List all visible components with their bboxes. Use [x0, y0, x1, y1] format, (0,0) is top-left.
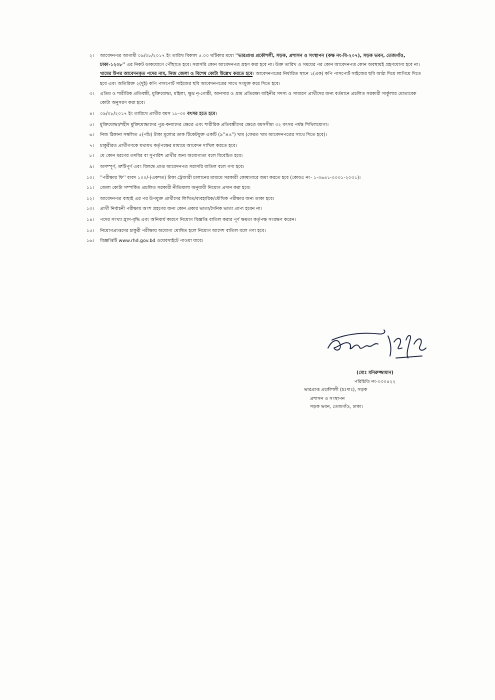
clause-text-segment: । আবেদনপত্রের নির্ধারিত স্থানে ১(এক) কপি পাসপোর্ট সাইজের ছবি আঠা দিয়ে লাগিয়ে দিতে হবে এবং অতিরিক্ত ২(দুই) কপি পাসপোর্ট সাইজের ছবি আবেদনপত্রের সাথে সংযুক্ত করে দিতে হবে।: [100, 72, 421, 87]
clause-text: [100, 227, 427, 236]
clause-text: [100, 131, 427, 140]
clause-text: [100, 237, 427, 246]
clause-text-segment: আবেদনপত্র আগামী ০৯/০৮/২০১৭ ইং তারিখ বিকাল ৫.০০ ঘটিকার মধ্যে: [100, 54, 236, 59]
clause-text: [100, 216, 427, 225]
clause-text-segment: আবেদনপত্র বাছাই এর পর উপযুক্ত প্রার্থীদের লিখিত/ব্যবহারিক/মৌখিক পরীক্ষার জন্য ডাকা হবে।: [100, 196, 275, 202]
clause-number: ১১।: [86, 186, 94, 192]
clause-text-segment: পদের সংখ্যা হ্রাস-বৃদ্ধি এবং অনিবার্য কারণে নিয়োগ বিজ্ঞপ্তি বাতিল করার পূর্ণ ক্ষমতা কর্তৃপক্ষ সংরক্ষণ করেন।: [100, 217, 296, 223]
clause-number: ১০।: [86, 175, 94, 181]
clause-text: [100, 205, 427, 214]
signatory-name: (মোঃ মনিরুজ্জামান): [356, 371, 394, 376]
clause-item: [72, 216, 427, 225]
clause-text-segment: জেলা কোটা সম্পর্কিত প্রচলিত সরকারী নীতিমালা অনুযায়ী নিয়োগ প্রদান করা হবে।: [100, 186, 251, 192]
clause-item: [72, 195, 427, 204]
clause-item: [72, 237, 427, 246]
clause-text-segment: ০৯/০৮/২০১৭ ইং তারিখে প্রার্থীর বয়স ১৮-৩০: [100, 112, 188, 117]
clause-text-segment: বিজ্ঞপ্তিটি www.rhd.gov.bd ওয়েবসাইটে পাওয়া যাবে।: [100, 239, 204, 245]
clause-text: [100, 195, 427, 204]
clause-number: ৫।: [89, 122, 94, 128]
clause-text: [100, 121, 427, 130]
clause-number: ১২।: [86, 196, 94, 202]
clause-item: [72, 227, 427, 236]
clause-text-segment: ''পরীক্ষার ফি'' বাবদ ১০০/-(একশত) টাকা ট্রেজারী চালানের মাধ্যমে সরকারী কোষাগারে জমা করতে হবে (কোডঃ নং- ১-৩৬৪১-০০০১-২০৩১)।: [100, 175, 361, 181]
clause-text-segment: খামের উপর আবেদনকৃত পদের নাম, নিজ জেলা ও বিশেষ কোটা উল্লেখ করতে হবে: [100, 72, 253, 78]
clause-item: [72, 152, 427, 161]
signature-block: [300, 370, 450, 413]
signatory-id: পরিচিতি নং-০০০৪২২: [354, 379, 396, 385]
clause-text-segment: ।: [215, 112, 218, 117]
clause-number: ৮।: [89, 154, 94, 160]
clause-text-segment: নিয়োগপ্রাপ্তদের চাকুরী পরীক্ষায় অযোগ্য ঘোষিত হলে নিয়োগ আদেশ বাতিল বলে গণ্য হবে।: [100, 228, 266, 234]
clause-text: [100, 163, 427, 172]
clause-item: [72, 131, 427, 140]
clause-number: ৬।: [89, 133, 94, 139]
clause-text: [100, 152, 427, 161]
clause-text-segment: এর নিকট ডাকযোগে পৌঁছাতে হবে। সরাসরি কোন আবেদনপত্র গ্রহণ করা হবে না। উক্ত তারিখ ও সময়ের পর কোন আবেদনপত্র কোন অবস্থায়ই গ্রহণযোগ্য হবে না।: [125, 63, 420, 69]
clause-text-segment: এতিম ও শারীরিক প্রতিবন্ধী, মুক্তিযোদ্ধা, মহিলা, ক্ষুদ্র নৃ-গোষ্ঠী, আনসার ও গ্রাম প্রতিরক্ষা বাহিনীর সদস্য ও সাধারণ প্রার্থীদের জন্য বর্তমানে প্রচলিত সরকারী সার্কুলার মোতাবেক কোটা অনুসরণ করা হবে।: [100, 92, 417, 107]
clause-item: [72, 90, 427, 108]
clause-text-segment: অসম্পূর্ণ, ত্রুটিপূর্ণ এবং বিলম্বে প্রাপ্ত আবেদনপত্র সরাসরি বাতিল বলে গণ্য হবে।: [100, 164, 245, 170]
clause-item: [72, 52, 427, 89]
clause-item: [72, 121, 427, 130]
signatory-title: ভারপ্রাপ্ত প্রকৌশলী (চঃদাঃ), সড়ক: [304, 388, 368, 394]
clause-number: ৯।: [89, 164, 94, 170]
signatory-department: প্রশাসন ও সংস্থাপন: [310, 396, 345, 402]
clause-number: ২।: [89, 54, 94, 59]
clause-text: [100, 174, 427, 183]
clause-number: ৩।: [89, 92, 94, 98]
clause-item: [72, 174, 427, 183]
instruction-list: [72, 52, 427, 248]
clause-number: ৪।: [89, 112, 94, 117]
clause-item: [72, 163, 427, 172]
clause-text-segment: মুক্তিযোদ্ধা/শহীদ মুক্তিযোদ্ধাদের পুত্র-কন্যাদের ক্ষেত্রে এবং শারীরিক প্রতিবন্ধীদের ক্ষেত্রে বয়সসীমা ৩২ বৎসর পর্যন্ত শিথিলযোগ্য।: [100, 122, 329, 128]
clause-text-segment: ''ভারপ্রাপ্ত প্রকৌশলী, সড়ক, প্রশাসন ও সংস্থাপন (কক্ষ নং-বি-২০৭), সড়ক ভবন, তেজগাঁও, ঢাকা-১২০৮'': [100, 54, 406, 69]
clause-number: ১৩।: [86, 207, 94, 213]
clause-item: [72, 184, 427, 193]
clause-text-segment: যে কোন ধরণের তদবির বা সুপারিশ প্রার্থীর জন্য অযোগ্যতা বলে বিবেচিত হবে।: [100, 154, 243, 160]
clause-number: ১৬।: [86, 239, 94, 245]
clause-item: [72, 110, 427, 119]
clause-number: ১৪।: [86, 217, 94, 223]
handwritten-signature: [322, 318, 442, 366]
clause-text: [100, 110, 427, 119]
signatory-address: সড়ক ভবন, তেজগাঁও, ঢাকা।: [310, 405, 363, 411]
clause-text: [100, 90, 427, 108]
clause-item: [72, 205, 427, 214]
clause-text-segment: চাকুরীরত প্রার্থীগণকে যথাযথ কর্তৃপক্ষের মাধ্যমে আবেদন দাখিল করতে হবে।: [100, 143, 237, 149]
clause-number: ১৫।: [86, 228, 94, 234]
clause-text-segment: প্রার্থী নির্বাচনী পরীক্ষায় অংশ গ্রহণের জন্য কোন প্রকার ভাতা/দৈনিক ভাতা প্রাপ্য হবেন না।: [100, 207, 262, 213]
clause-text-segment: নিজ ঠিকানা সম্বলিত ৫(পাঁচ) টাকা মূল্যের ডাক টিকেটযুক্ত একটি (৯"×৪") খাম (ফেরত খাম আবেদনপত্রের সাথে দিতে হবে)।: [100, 133, 327, 139]
clause-text: [100, 52, 427, 89]
clause-number: ৭।: [89, 143, 94, 149]
clause-text-segment: বৎসর হতে হবে: [187, 112, 216, 117]
clause-text: [100, 184, 427, 193]
clause-text: [100, 142, 427, 151]
clause-item: [72, 142, 427, 151]
